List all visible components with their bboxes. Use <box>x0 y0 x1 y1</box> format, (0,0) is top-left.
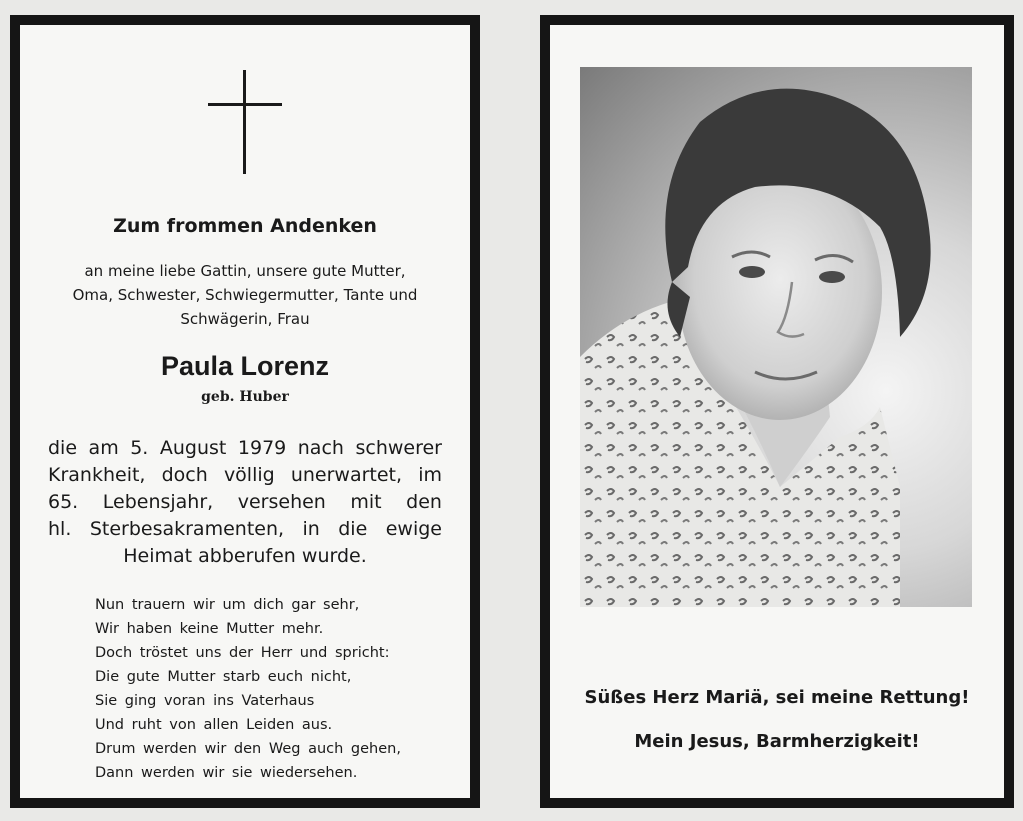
deceased-name: Paula Lorenz <box>160 351 330 381</box>
memorial-poem <box>95 593 401 785</box>
dedication-line: an meine liebe Gattin, unsere gute Mutter, <box>84 262 406 280</box>
poem-line: Dann werden wir sie wiedersehen. <box>95 765 358 781</box>
portrait-photo <box>580 67 972 607</box>
notice-line: hl. Sterbesakramenten, in die ewige <box>48 518 442 540</box>
poem-line: Und ruht von allen Leiden aus. <box>95 717 333 733</box>
card-heading: Zum frommen Andenken <box>113 215 377 237</box>
poem-line: Drum werden wir den Weg auch gehen, <box>95 741 401 757</box>
cross-icon <box>208 70 282 174</box>
notice-line: die am 5. August 1979 nach schwerer <box>48 437 442 459</box>
memorial-card-photo <box>540 15 1014 808</box>
maiden-name: geb. Huber <box>201 389 289 405</box>
death-notice <box>48 435 442 570</box>
notice-line: Krankheit, doch völlig unerwartet, im <box>48 464 442 486</box>
portrait-illustration <box>580 67 972 607</box>
poem-line: Doch tröstet uns der Herr und spricht: <box>95 645 390 661</box>
notice-line: 65. Lebensjahr, versehen mit den <box>48 491 442 513</box>
dedication-line: Schwägerin, Frau <box>180 310 310 328</box>
memorial-card-text <box>10 15 480 808</box>
notice-line: Heimat abberufen wurde. <box>123 545 367 567</box>
prayer-line: Süßes Herz Mariä, sei meine Rettung! <box>584 687 970 708</box>
poem-line: Wir haben keine Mutter mehr. <box>95 621 324 637</box>
prayer-line: Mein Jesus, Barmherzigkeit! <box>634 731 920 752</box>
poem-line: Die gute Mutter starb euch nicht, <box>95 669 352 685</box>
dedication-line: Oma, Schwester, Schwiegermutter, Tante und <box>72 286 418 304</box>
poem-line: Sie ging voran ins Vaterhaus <box>95 693 315 709</box>
dedication-text <box>46 259 444 331</box>
poem-line: Nun trauern wir um dich gar sehr, <box>95 597 360 613</box>
